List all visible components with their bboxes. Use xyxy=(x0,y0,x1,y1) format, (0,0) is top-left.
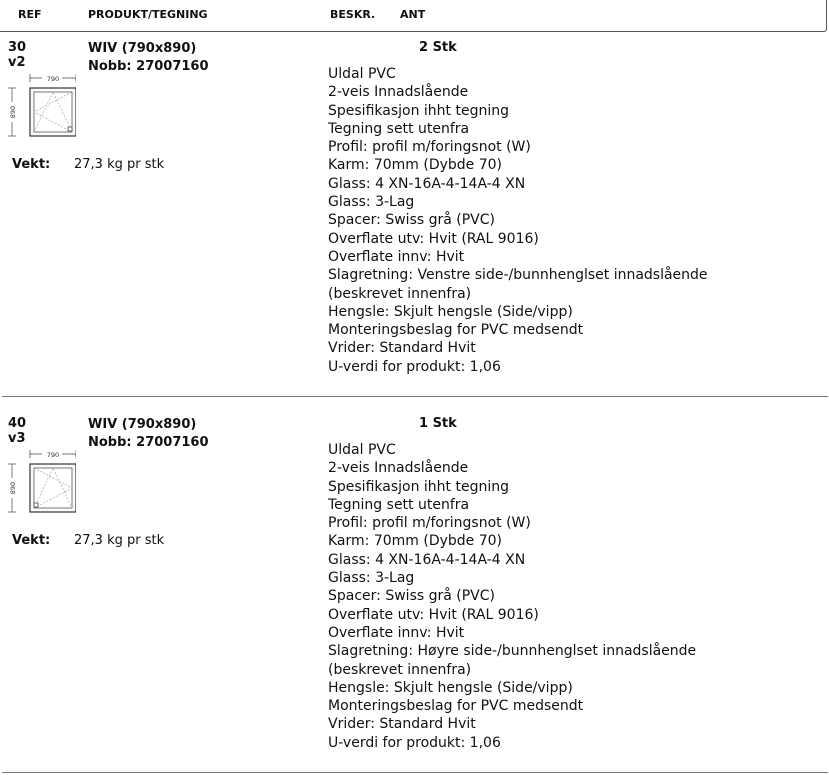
description-line: Overflate utv: Hvit (RAL 9016) xyxy=(328,606,539,623)
description-line: Hengsle: Skjult hengsle (Side/vipp) xyxy=(328,679,573,696)
window-drawing xyxy=(6,72,76,138)
product-name: WIV (790x890) xyxy=(88,417,197,432)
nobb-number: Nobb: 27007160 xyxy=(88,59,209,74)
description-line: Spacer: Swiss grå (PVC) xyxy=(328,212,495,229)
description-line: Hengsle: Skjult hengsle (Side/vipp) xyxy=(328,303,573,320)
description-line: 2-veis Innadslående xyxy=(328,460,469,477)
ref-number: 30 xyxy=(8,40,27,55)
product-name: WIV (790x890) xyxy=(88,41,197,56)
description-line: (beskrevet innenfra) xyxy=(328,661,472,678)
description-line: Glass: 4 XN-16A-4-14A-4 XN xyxy=(328,175,526,192)
ref-version: v3 xyxy=(8,431,26,446)
description-line: Spesifikasjon ihht tegning xyxy=(328,478,509,495)
height-dimension: 890 xyxy=(9,105,17,119)
description-line: Tegning sett utenfra xyxy=(328,120,470,137)
description-line: U-verdi for produkt: 1,06 xyxy=(328,358,501,375)
description-line: Monteringsbeslag for PVC medsendt xyxy=(328,698,584,715)
weight-value: 27,3 kg pr stk xyxy=(74,157,165,172)
header-ref: REF xyxy=(18,8,42,21)
quantity: 1 Stk xyxy=(419,416,457,431)
description-line: Karm: 70mm (Dybde 70) xyxy=(328,533,503,550)
height-dimension: 890 xyxy=(9,481,17,495)
description-line: (beskrevet innenfra) xyxy=(328,285,472,302)
window-drawing xyxy=(6,448,76,514)
description-line: Overflate innv: Hvit xyxy=(328,624,465,641)
description-line: U-verdi for produkt: 1,06 xyxy=(328,734,501,751)
description-line: Spacer: Swiss grå (PVC) xyxy=(328,588,495,605)
description-line: Glass: 3-Lag xyxy=(328,194,415,211)
header-produkt: PRODUKT/TEGNING xyxy=(88,8,208,21)
description-list xyxy=(328,65,708,376)
description-line: Tegning sett utenfra xyxy=(328,496,470,513)
header-ant: ANT xyxy=(400,8,426,21)
description-line: Uldal PVC xyxy=(328,442,396,458)
description-line: Karm: 70mm (Dybde 70) xyxy=(328,157,503,174)
description-line: Profil: profil m/foringsnot (W) xyxy=(328,515,531,532)
description-line: Vrider: Standard Hvit xyxy=(328,716,476,733)
description-line: Slagretning: Høyre side-/bunnhenglset innadslående xyxy=(328,643,697,660)
header-beskr: BESKR. xyxy=(330,8,376,21)
quantity: 2 Stk xyxy=(419,40,457,55)
weight-label: Vekt: xyxy=(12,157,51,172)
description-line: Vrider: Standard Hvit xyxy=(328,340,476,357)
nobb-number: Nobb: 27007160 xyxy=(88,435,209,450)
description-line: 2-veis Innadslående xyxy=(328,84,469,101)
description-line: Overflate utv: Hvit (RAL 9016) xyxy=(328,230,539,247)
description-line: Profil: profil m/foringsnot (W) xyxy=(328,139,531,156)
width-dimension: 790 xyxy=(46,75,60,83)
ref-version: v2 xyxy=(8,55,26,70)
description-line: Spesifikasjon ihht tegning xyxy=(328,102,509,119)
description-line: Glass: 4 XN-16A-4-14A-4 XN xyxy=(328,551,526,568)
width-dimension: 790 xyxy=(46,451,60,459)
description-line: Overflate innv: Hvit xyxy=(328,248,465,265)
table-header xyxy=(0,0,827,32)
description-list xyxy=(328,441,696,752)
weight-value: 27,3 kg pr stk xyxy=(74,533,165,548)
description-line: Monteringsbeslag for PVC medsendt xyxy=(328,322,584,339)
description-line: Glass: 3-Lag xyxy=(328,570,415,587)
ref-number: 40 xyxy=(8,416,27,431)
description-line: Slagretning: Venstre side-/bunnhenglset innadslående xyxy=(328,267,708,284)
description-line: Uldal PVC xyxy=(328,66,396,82)
row-divider xyxy=(2,772,828,773)
row-divider xyxy=(2,396,828,397)
weight-label: Vekt: xyxy=(12,533,51,548)
